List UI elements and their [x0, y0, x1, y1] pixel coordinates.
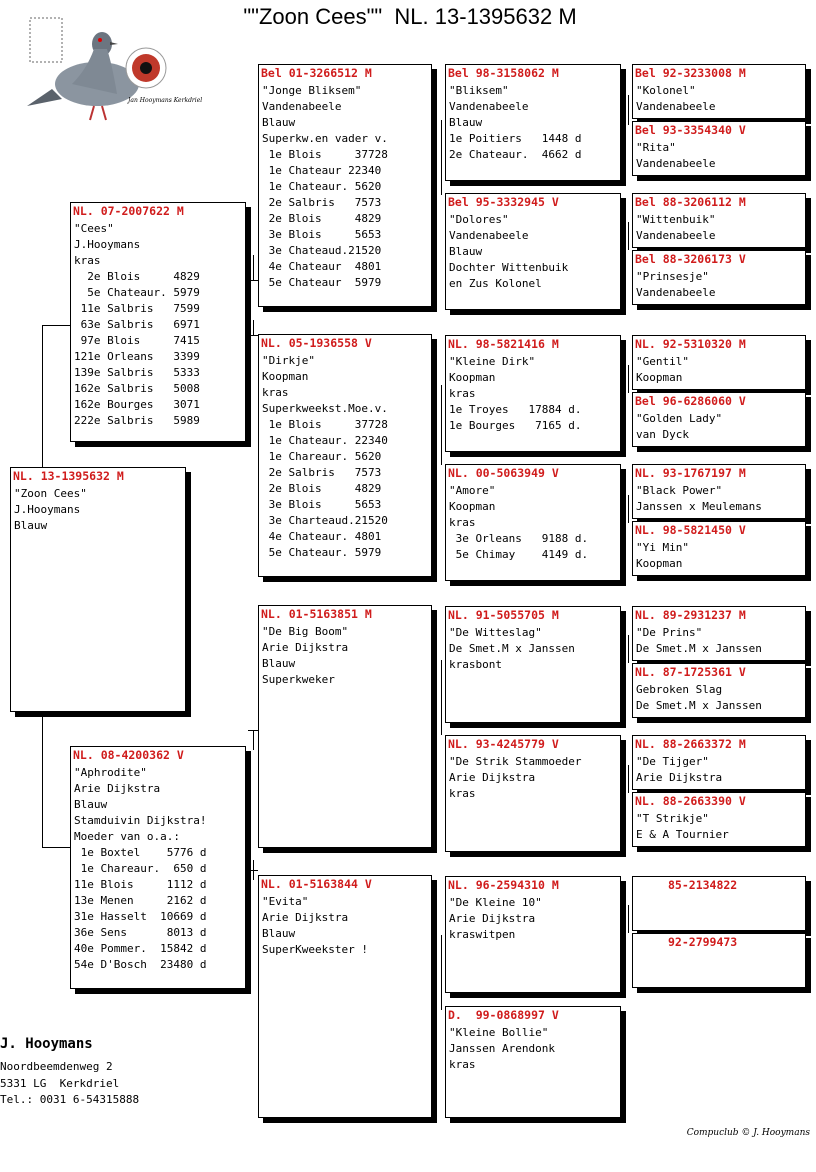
ring-number: NL. 92-5310320 M [635, 337, 746, 351]
card-line: 2e Chateaur. 4662 d [449, 148, 582, 161]
card-line: 3e Blois 5653 [262, 498, 382, 511]
card-line: 162e Salbris 5008 [74, 382, 200, 395]
card-line: Superkw.en vader v. [262, 132, 388, 145]
card-line: Vandenabeele [449, 100, 529, 113]
card-line: 4e Chateaur. 4801 [262, 530, 382, 543]
card-line: 11e Blois 1112 d [74, 878, 207, 891]
card-line: Janssen Arendonk [449, 1042, 555, 1055]
card-line: Vandenabeele [636, 157, 716, 170]
card-lines [446, 751, 620, 802]
card-line: 5e Chimay 4149 d. [449, 548, 589, 561]
card-lines [446, 480, 620, 563]
ring-number: 85-2134822 [668, 878, 738, 892]
card-line: Vandenabeele [636, 100, 716, 113]
connector-line [441, 385, 442, 465]
card-line: Stamduivin Dijkstra! [74, 814, 207, 827]
connector-line [441, 120, 442, 195]
card-line: J.Hooymans [14, 503, 81, 516]
ancestor-card-small [632, 464, 806, 519]
ring-number: NL. 93-4245779 V [448, 737, 559, 751]
card-line: 11e Salbris 7599 [74, 302, 200, 315]
ancestor-card-small [632, 735, 806, 790]
ring-number: NL. 89-2931237 M [635, 608, 746, 622]
ancestor-card-small [632, 335, 806, 390]
card-line: "Kolonel" [636, 84, 696, 97]
card-lines [446, 622, 620, 673]
card-line: Moeder van o.a.: [74, 830, 180, 843]
grandparent-card [258, 605, 432, 848]
connector-line [248, 335, 258, 336]
logo-caption: Jan Hooymans Kerkdriel [128, 97, 203, 104]
card-line: 162e Bourges 3071 [74, 398, 200, 411]
ring-number: NL. 87-1725361 V [635, 665, 746, 679]
card-line: 3e Charteaud.21520 [262, 514, 388, 527]
card-line: 5e Chateaur. 5979 [74, 286, 200, 299]
card-line: kras [449, 516, 476, 529]
connector-line [628, 905, 629, 933]
card-lines [259, 621, 431, 688]
grandparent-card [258, 875, 432, 1118]
page-title: ""Zoon Cees"" NL. 13-1395632 M [243, 4, 577, 29]
card-line: "Bliksem" [449, 84, 509, 97]
card-line: Janssen x Meulemans [636, 500, 762, 513]
ancestor-card-small [632, 121, 806, 176]
card-line: Koopman [636, 371, 683, 384]
card-line: Superkweker [262, 673, 335, 686]
mother-card [70, 746, 246, 989]
card-line: 139e Salbris 5333 [74, 366, 200, 379]
ancestor-card [445, 193, 621, 310]
card-lines [71, 762, 245, 973]
card-line: 1e Troyes 17884 d. [449, 403, 582, 416]
ancestor-card-small [632, 250, 806, 305]
ancestor-card-small [632, 933, 806, 988]
grandparent-card [258, 64, 432, 307]
card-line: "Kleine Dirk" [449, 355, 536, 368]
ring-number: NL. 96-2594310 M [448, 878, 559, 892]
card-line: Dochter Wittenbuik [449, 261, 569, 274]
ancestor-card-small [632, 663, 806, 718]
card-line: Arie Dijkstra [449, 771, 536, 784]
ring-number: Bel 88-3206173 V [635, 252, 746, 266]
owner-phone: Tel.: 0031 6-54315888 [0, 1093, 140, 1106]
card-lines [633, 537, 805, 572]
card-line: "Wittenbuik" [636, 213, 716, 226]
card-line: Blauw [262, 927, 296, 940]
ring-number: NL. 98-5821416 M [448, 337, 559, 351]
card-line: 4e Chateaur 4801 [262, 260, 382, 273]
ring-number: NL. 08-4200362 V [73, 748, 184, 762]
card-line: De Smet.M x Janssen [449, 642, 575, 655]
card-line: "Gentil" [636, 355, 689, 368]
card-line: Blauw [449, 116, 483, 129]
card-line: "Prinsesje" [636, 270, 709, 283]
card-line: 63e Salbris 6971 [74, 318, 200, 331]
connector-line [42, 325, 72, 326]
card-line: 3e Blois 5653 [262, 228, 382, 241]
ancestor-card-small [632, 521, 806, 576]
card-line: Vandenabeele [636, 286, 716, 299]
card-line: J.Hooymans [74, 238, 141, 251]
ring-number: NL. 01-5163851 M [261, 607, 372, 621]
footer-credit: Compuclub © J. Hooymans [686, 1128, 810, 1138]
card-line: "De Prins" [636, 626, 703, 639]
card-line: "T Strikje" [636, 812, 709, 825]
card-lines [446, 209, 620, 292]
ring-number: NL. 98-5821450 V [635, 523, 746, 537]
card-line: "Jonge Bliksem" [262, 84, 362, 97]
card-line: 2e Blois 4829 [74, 270, 200, 283]
card-line: 3e Orleans 9188 d. [449, 532, 589, 545]
ancestor-card [445, 64, 621, 181]
card-line: van Dyck [636, 428, 689, 441]
ancestor-card [445, 876, 621, 993]
ring-number: NL. 00-5063949 V [448, 466, 559, 480]
connector-line [441, 660, 442, 735]
card-line: "Amore" [449, 484, 496, 497]
card-line: Arie Dijkstra [449, 912, 536, 925]
card-line: "Aphrodite" [74, 766, 147, 779]
card-line: 36e Sens 8013 d [74, 926, 207, 939]
connector-line [253, 730, 254, 750]
card-line: 1e Chateaur 22340 [262, 164, 382, 177]
card-line: "Cees" [74, 222, 114, 235]
card-line: 2e Blois 4829 [262, 212, 382, 225]
card-line: Blauw [262, 657, 296, 670]
card-line: 1e Blois 37728 [262, 148, 388, 161]
card-line: Koopman [449, 371, 496, 384]
connector-line [42, 847, 72, 848]
ring-number: Bel 96-6286060 V [635, 394, 746, 408]
card-line: "De Big Boom" [262, 625, 349, 638]
card-line: Koopman [636, 557, 683, 570]
connector-line [628, 765, 629, 793]
card-line: kras [262, 386, 289, 399]
card-line: kras [449, 787, 476, 800]
card-line: "Dirkje" [262, 354, 315, 367]
card-line: Blauw [14, 519, 48, 532]
card-line: Arie Dijkstra [74, 782, 161, 795]
card-line: Koopman [262, 370, 309, 383]
father-card [70, 202, 246, 442]
card-lines [446, 892, 620, 943]
card-line: 2e Salbris 7573 [262, 466, 382, 479]
card-lines [633, 351, 805, 386]
card-line: 1e Chateaur. 5620 [262, 180, 382, 193]
ancestor-card [445, 464, 621, 581]
ancestor-card-small [632, 193, 806, 248]
connector-line [253, 860, 254, 880]
card-line: 5e Chateaur 5979 [262, 276, 382, 289]
card-line: "Black Power" [636, 484, 723, 497]
card-lines [633, 622, 805, 657]
connector-line [628, 495, 629, 523]
ancestor-card-small [632, 606, 806, 661]
card-line: "De Tijger" [636, 755, 709, 768]
ring-number: D. 99-0868997 V [448, 1008, 559, 1022]
card-line: Vandenabeele [449, 229, 529, 242]
ring-number: NL. 91-5055705 M [448, 608, 559, 622]
card-line: "Dolores" [449, 213, 509, 226]
card-line: De Smet.M x Janssen [636, 699, 762, 712]
ring-number: NL. 88-2663390 V [635, 794, 746, 808]
card-line: 97e Blois 7415 [74, 334, 200, 347]
ring-number: Bel 88-3206112 M [635, 195, 746, 209]
card-line: De Smet.M x Janssen [636, 642, 762, 655]
card-line: Arie Dijkstra [262, 911, 349, 924]
connector-line [628, 365, 629, 393]
card-line: Blauw [449, 245, 483, 258]
card-line: "Evita" [262, 895, 309, 908]
ring-number: Bel 95-3332945 V [448, 195, 559, 209]
card-line: 40e Pommer. 15842 d [74, 942, 207, 955]
card-line: 3e Chateaud.21520 [262, 244, 382, 257]
connector-line [253, 320, 254, 335]
card-line: "De Strik Stammoeder [449, 755, 582, 768]
subject-card [10, 467, 186, 712]
ring-number: NL. 88-2663372 M [635, 737, 746, 751]
connector-line [628, 635, 629, 663]
card-line: "Rita" [636, 141, 676, 154]
ancestor-card-small [632, 792, 806, 847]
card-line: 54e D'Bosch 23480 d [74, 958, 207, 971]
connector-line [253, 255, 254, 280]
card-line: 1e Chateaur. 22340 [262, 434, 388, 447]
card-line: "Zoon Cees" [14, 487, 87, 500]
card-line: 1e Boxtel 5776 d [74, 846, 207, 859]
card-line: "Golden Lady" [636, 412, 723, 425]
card-line: "Kleine Bollie" [449, 1026, 549, 1039]
ring-number: NL. 13-1395632 M [13, 469, 124, 483]
card-line: 1e Chareaur. 650 d [74, 862, 207, 875]
card-lines [71, 218, 245, 429]
ancestor-card-small [632, 64, 806, 119]
card-lines [633, 808, 805, 843]
card-line: kras [449, 1058, 476, 1071]
connector-line [42, 325, 43, 470]
card-lines [259, 891, 431, 958]
card-lines [633, 137, 805, 172]
owner-city: 5331 LG Kerkdriel [0, 1077, 120, 1090]
card-lines [633, 80, 805, 115]
card-line: Superkweekst.Moe.v. [262, 402, 388, 415]
card-lines [446, 1022, 620, 1073]
card-line: Gebroken Slag [636, 683, 723, 696]
card-line: 5e Chateaur. 5979 [262, 546, 382, 559]
card-lines [633, 480, 805, 515]
ring-number: Bel 93-3354340 V [635, 123, 746, 137]
card-lines [11, 483, 185, 534]
card-line: kraswitpen [449, 928, 516, 941]
card-line: 2e Salbris 7573 [262, 196, 382, 209]
card-line: Vandenabeele [636, 229, 716, 242]
card-line: Koopman [449, 500, 496, 513]
card-line: E & A Tournier [636, 828, 729, 841]
card-line: 1e Chareaur. 5620 [262, 450, 382, 463]
ring-number: NL. 07-2007622 M [73, 204, 184, 218]
card-line: kras [74, 254, 101, 267]
ancestor-card-small [632, 392, 806, 447]
card-line: kras [449, 387, 476, 400]
ancestor-card-small [632, 876, 806, 931]
pigeon-logo [22, 14, 203, 126]
connector-line [248, 280, 258, 281]
ring-number: 92-2799473 [668, 935, 738, 949]
card-line: krasbont [449, 658, 502, 671]
card-line: 222e Salbris 5989 [74, 414, 200, 427]
card-line: SuperKweekster ! [262, 943, 368, 956]
ring-number: NL. 93-1767197 M [635, 466, 746, 480]
grandparent-card [258, 334, 432, 577]
card-line: 2e Blois 4829 [262, 482, 382, 495]
connector-line [628, 95, 629, 125]
card-line: 121e Orleans 3399 [74, 350, 200, 363]
card-line: 1e Poitiers 1448 d [449, 132, 582, 145]
card-lines [446, 80, 620, 163]
connector-line [441, 935, 442, 1010]
card-lines [446, 351, 620, 434]
ring-number: Bel 92-3233008 M [635, 66, 746, 80]
card-lines [633, 266, 805, 301]
owner-street: Noordbeemdenweg 2 [0, 1060, 113, 1073]
card-line: Arie Dijkstra [262, 641, 349, 654]
card-line: en Zus Kolonel [449, 277, 542, 290]
card-line: "Yi Min" [636, 541, 689, 554]
ring-number: Bel 01-3266512 M [261, 66, 372, 80]
connector-line [42, 712, 43, 847]
card-line: Blauw [262, 116, 296, 129]
card-line: Blauw [74, 798, 108, 811]
ancestor-card [445, 735, 621, 852]
card-line: Arie Dijkstra [636, 771, 723, 784]
card-lines [633, 751, 805, 786]
card-line: 31e Hasselt 10669 d [74, 910, 207, 923]
ancestor-card [445, 1006, 621, 1118]
card-line: 1e Blois 37728 [262, 418, 388, 431]
ancestor-card [445, 335, 621, 452]
card-line: Vandenabeele [262, 100, 342, 113]
ring-number: Bel 98-3158062 M [448, 66, 559, 80]
card-lines [259, 350, 431, 561]
owner-name: J. Hooymans [0, 1036, 93, 1052]
card-lines [633, 679, 805, 714]
card-lines [633, 209, 805, 244]
card-line: 1e Bourges 7165 d. [449, 419, 582, 432]
ring-number: NL. 01-5163844 V [261, 877, 372, 891]
card-line: "De Kleine 10" [449, 896, 542, 909]
ancestor-card [445, 606, 621, 723]
connector-line [628, 222, 629, 250]
card-lines [633, 408, 805, 443]
card-line: "De Witteslag" [449, 626, 542, 639]
ring-number: NL. 05-1936558 V [261, 336, 372, 350]
card-line: 13e Menen 2162 d [74, 894, 207, 907]
card-lines [259, 80, 431, 291]
